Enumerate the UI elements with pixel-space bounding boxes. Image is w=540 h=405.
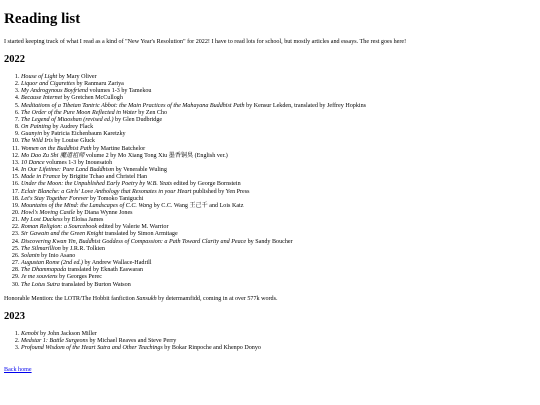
- book-credit: by Gretchen McCullogh: [62, 95, 123, 102]
- list-item: [21, 345, 536, 352]
- book-title: Profound Wisdom of the Heart Sutra and Other Teachings: [21, 345, 163, 351]
- book-credit: by J.R.R. Tolkien: [60, 245, 105, 252]
- list-item: [21, 282, 536, 289]
- list-item: [21, 160, 536, 167]
- book-title: The Legend of Miaoshan (revised ed.): [21, 116, 114, 123]
- book-title: Meditations of a Tibetan Tantric Abbot: the Main Practices of the Mahayana Buddhist Path: [21, 102, 245, 109]
- book-credit: by Andrew Wallace-Hadrill: [82, 260, 152, 267]
- book-title: Eclair Blanche: a Girls' Love Anthology that Resonates in your Heart: [21, 188, 192, 195]
- book-title: Kenobi: [21, 330, 39, 337]
- list-item: [21, 117, 536, 124]
- book-title: 10 Dance: [21, 159, 45, 166]
- book-title: The Order of the Pure Moon Reflected in Water: [21, 109, 137, 116]
- list-item: [21, 131, 536, 138]
- book-credit: edited by George Bornstein: [172, 181, 241, 188]
- honorable-mention-suffix: by determamfidd, coming in at over 577k words.: [156, 295, 278, 302]
- book-title: Because Internet: [21, 95, 63, 102]
- book-credit: by Bokar Rinpoche and Khenpo Donyo: [162, 345, 261, 351]
- list-item: [21, 267, 536, 274]
- list-item: [21, 210, 536, 217]
- book-title: The Dhammapada: [21, 267, 67, 274]
- book-credit: translated by Burton Watson: [59, 281, 131, 288]
- book-title: The Wild Iris: [21, 138, 53, 145]
- list-item: [21, 167, 536, 174]
- book-credit: by Mary Oliver: [57, 74, 97, 80]
- page-title: Reading list: [4, 11, 81, 27]
- book-credit: by Audrey Flack: [50, 124, 94, 131]
- list-item: [21, 239, 536, 246]
- book-credit: by Venerable Wuling: [114, 167, 167, 174]
- book-title: The Silmarillion: [21, 245, 61, 252]
- book-credit: by Inio Asano: [39, 252, 76, 259]
- book-title: Let's Stay Together Forever: [21, 195, 89, 202]
- book-credit: by Kensur Lekden, translated by Jeffrey Hopkins: [244, 102, 366, 109]
- list-item: [21, 196, 536, 203]
- list-item: [21, 189, 536, 196]
- book-credit: by John Jackson Miller: [38, 330, 97, 337]
- book-credit: translated by Eknath Easwaran: [66, 267, 144, 274]
- list-item: [21, 88, 536, 95]
- list-item: [21, 274, 536, 281]
- list-item: [21, 231, 536, 238]
- book-title: My Androgynous Boyfriend: [21, 88, 89, 95]
- book-title: Medstar 1: Battle Surgeons: [21, 337, 88, 344]
- book-credit: by Tomoko Taniguchi: [88, 195, 144, 202]
- book-credit: by Brigitte Tchao and Christel Han: [60, 174, 148, 181]
- book-title: Augustan Rome (2nd ed.): [21, 260, 83, 267]
- book-credit: volumes 1-3 by Tamekou: [88, 88, 152, 95]
- list-item: [21, 338, 536, 345]
- book-title: Mo Dao Zu Shi 魔道祖师: [21, 152, 85, 159]
- book-credit: published by Yen Press: [191, 188, 250, 195]
- list-item: [21, 260, 536, 267]
- book-credit: volume 2 by Mo Xiang Tong Xiu 墨香铜臭 (English ver.): [84, 152, 228, 159]
- section-heading-2022: 2022: [4, 54, 25, 65]
- book-title: Made in France: [21, 174, 61, 181]
- book-credit: by Louise Gluck: [52, 138, 95, 145]
- honorable-mention-title: Sansukh: [136, 295, 157, 302]
- list-item: [21, 95, 536, 102]
- list-item: [21, 110, 536, 117]
- list-item: [21, 181, 536, 188]
- book-credit: edited by Valerie M. Warrior: [97, 224, 169, 231]
- list-item: [21, 174, 536, 181]
- list-item: [21, 103, 536, 110]
- list-item: [21, 124, 536, 131]
- book-credit: by Diana Wynne Jones: [75, 209, 133, 216]
- book-credit: by Patricia Eichenbaum Karetzky: [42, 131, 126, 138]
- book-title: Women on the Buddhist Path: [21, 145, 92, 152]
- book-title: Mountains of the Mind: the Landscapes of C.C. Wang: [21, 202, 153, 209]
- list-item: [21, 74, 536, 81]
- honorable-mention-prefix: Honorable Mention: the LOTR/The Hobbit fanfiction: [4, 295, 137, 302]
- book-title: Solanin: [21, 252, 40, 259]
- book-title: In Our Lifetime: Pure Land Buddhism: [21, 167, 115, 174]
- book-credit: volumes 1-3 by Inouesatoh: [44, 159, 113, 166]
- book-credit: by Eloisa James: [62, 217, 104, 224]
- back-home-link[interactable]: Back home: [4, 367, 32, 374]
- book-credit: translated by Simon Armitage: [103, 231, 178, 238]
- book-credit: by C.C. Wang 王己千 and Lois Katz: [152, 202, 244, 209]
- book-credit: by Sandy Boucher: [246, 238, 293, 245]
- book-credit: by Zen Cho: [136, 109, 168, 116]
- list-item: [21, 246, 536, 253]
- book-credit: by Georges Perec: [57, 274, 102, 281]
- book-credit: by Martine Batchelor: [91, 145, 146, 152]
- book-title: Sir Gawain and the Green Knight: [21, 231, 104, 238]
- list-item: [21, 138, 536, 145]
- list-item: [21, 331, 536, 338]
- list-item: [21, 253, 536, 260]
- list-item: [21, 217, 536, 224]
- book-title: Guanyin: [21, 131, 42, 138]
- intro-text: I started keeping track of what I read as a kind of "New Year's Resolution" for 2022! I have to read lots for school, but mostly articles and essays. The rest goes here!: [4, 39, 407, 45]
- section-heading-2023: 2023: [4, 310, 25, 322]
- book-title: Roman Religion: a Sourcebook: [21, 224, 98, 231]
- book-title: Liquor and Cigarettes: [21, 81, 75, 88]
- book-title: Howl's Moving Castle: [21, 209, 76, 216]
- list-item: [21, 224, 536, 231]
- book-title: House of Light: [21, 74, 58, 80]
- list-item: [21, 203, 536, 210]
- book-title: My Lost Duckess: [21, 217, 63, 224]
- book-credit: by Glen Dudbridge: [113, 116, 163, 123]
- book-title: On Painting: [21, 124, 51, 131]
- reading-list-2023: [4, 331, 536, 352]
- book-credit: by Michael Reaves and Steve Perry: [87, 337, 177, 344]
- book-title: Je me souviens: [21, 274, 58, 281]
- book-title: Under the Moon: the Unpublished Early Poetry by W.B. Yeats: [21, 181, 173, 188]
- book-title: Discovering Kwan Yin, Buddhist Goddess of Compassion: a Path Toward Clarity and Peace: [21, 238, 247, 245]
- list-item: [21, 153, 536, 160]
- list-item: [21, 146, 536, 153]
- reading-list-2022: [4, 74, 536, 289]
- book-title: The Lotus Sutra: [21, 281, 60, 288]
- book-credit: by Ranmaru Zariya: [74, 81, 124, 88]
- honorable-mention: [4, 295, 536, 303]
